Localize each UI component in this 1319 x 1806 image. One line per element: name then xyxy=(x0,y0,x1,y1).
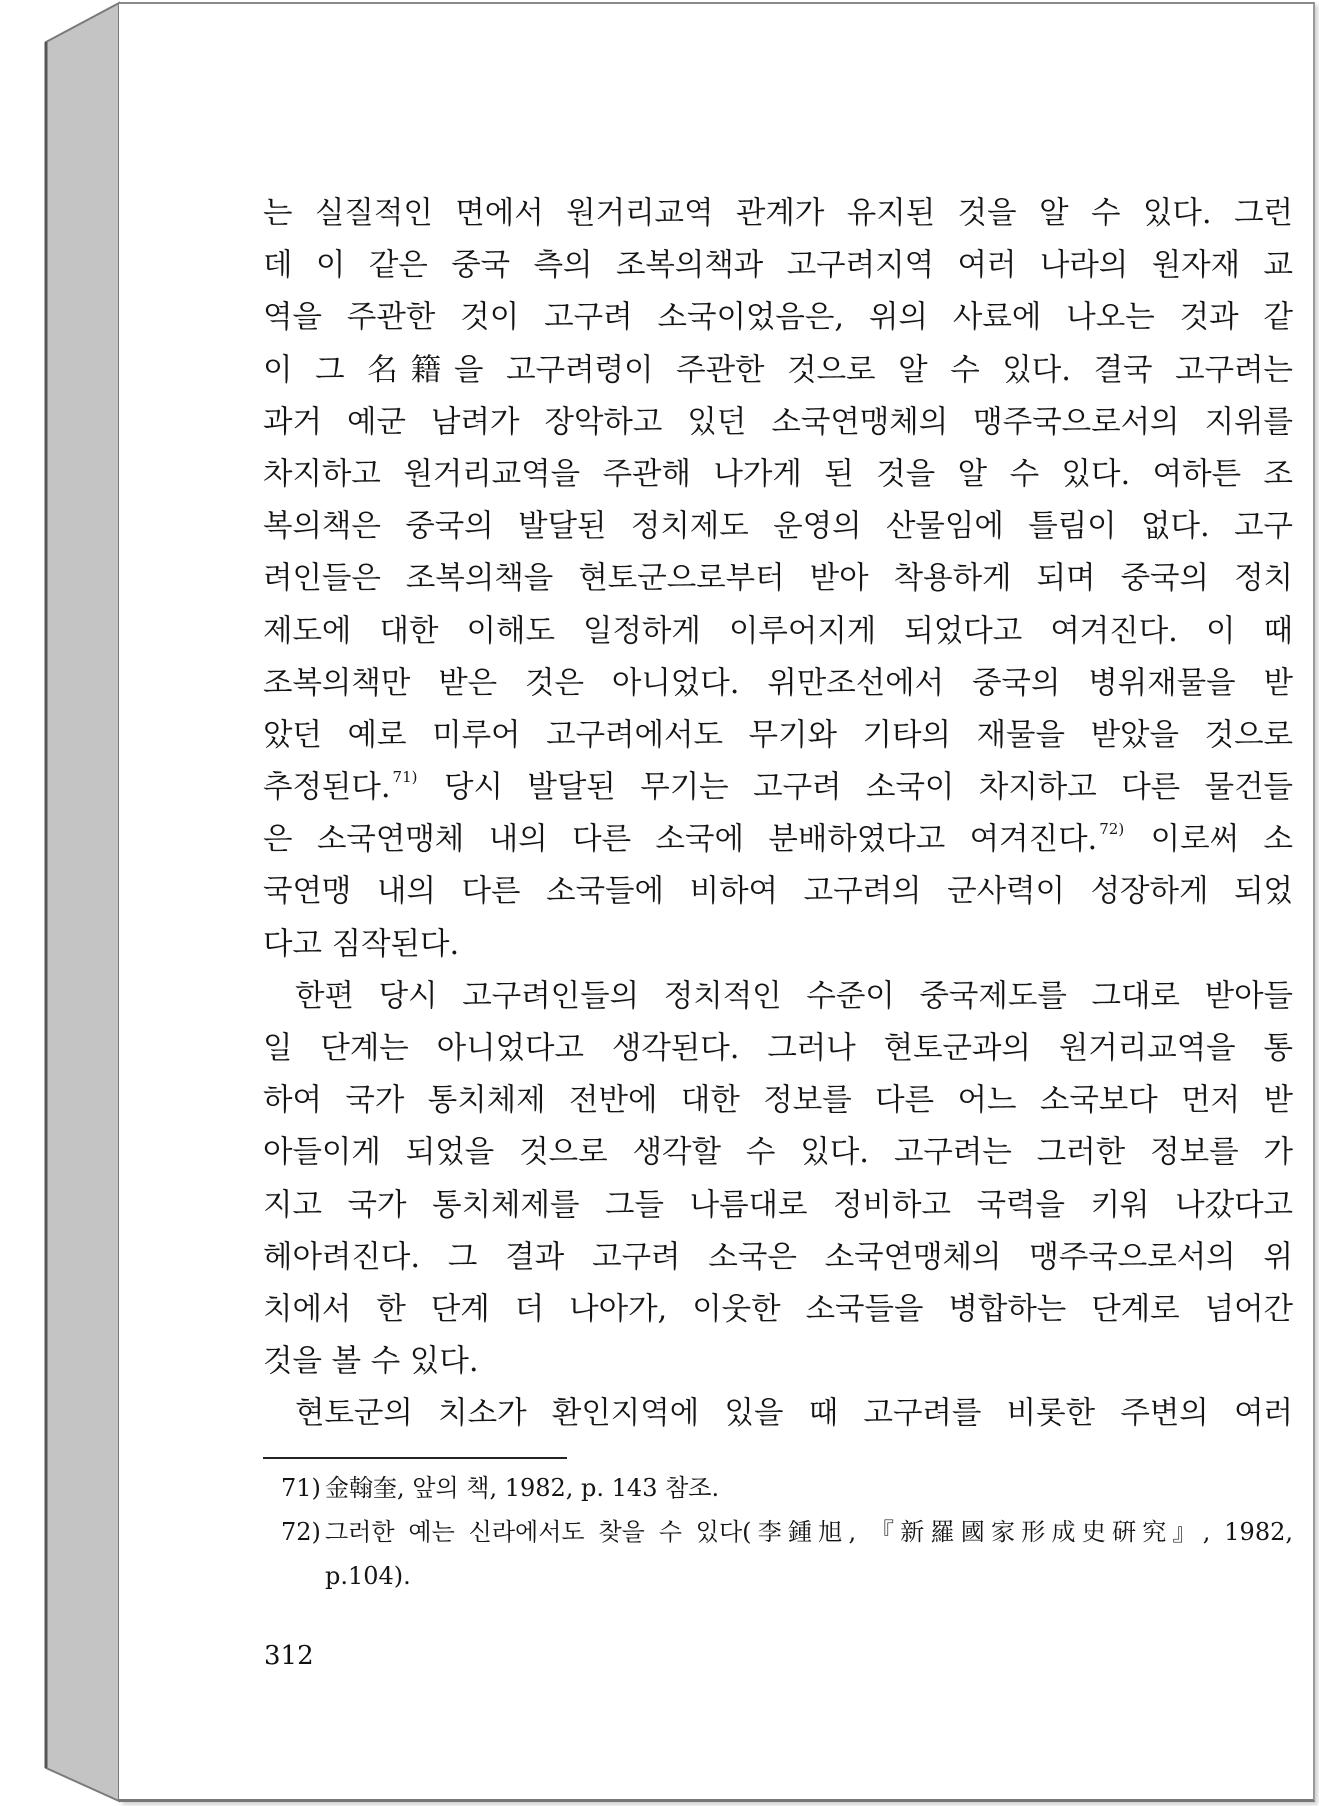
text-line: 았던 예로 미루어 고구려에서도 무기와 기타의 재물을 받았을 것으로 xyxy=(263,717,1293,753)
text-line: 는 실질적인 면에서 원거리교역 관계가 유지된 것을 알 수 있다. 그런 xyxy=(263,196,1293,231)
footnote-ref-72[interactable]: 72) xyxy=(1099,820,1125,839)
footnotes xyxy=(281,1466,1293,1598)
book-spine xyxy=(0,0,130,1806)
text-line: 현토군의 치소가 환인지역에 있을 때 고구려를 비롯한 주변의 여러 xyxy=(295,1396,1293,1432)
text-line: 이 그 名籍을 고구려령이 주관한 것으로 알 수 있다. 결국 고구려는 xyxy=(263,352,1293,388)
text-line: 지고 국가 통치체제를 그들 나름대로 정비하고 국력을 키워 나갔다고 xyxy=(263,1187,1293,1223)
text-segment: 추정된다. xyxy=(263,770,391,806)
footnote-continuation: p.104). xyxy=(325,1562,411,1590)
text-line: 헤아려진다. 그 결과 고구려 소국은 소국연맹체의 맹주국으로서의 위 xyxy=(263,1239,1293,1275)
text-line: 일 단계는 아니었다고 생각된다. 그러나 현토군과의 원거리교역을 통 xyxy=(263,1031,1293,1066)
text-line: 려인들은 조복의책을 현토군으로부터 받아 착용하게 되며 중국의 정치 xyxy=(263,561,1293,597)
text-line: 국연맹 내의 다른 소국들에 비하여 고구려의 군사력이 성장하게 되었 xyxy=(263,874,1293,910)
text-line: 다고 짐작된다. xyxy=(263,926,460,962)
text-line: 제도에 대한 이해도 일정하게 이루어지게 되었다고 여겨진다. 이 때 xyxy=(263,613,1293,649)
text-line: 과거 예군 남려가 장악하고 있던 소국연맹체의 맹주국으로서의 지위를 xyxy=(263,404,1293,440)
text-line: 역을 주관한 것이 고구려 소국이었음은, 위의 사료에 나오는 것과 같 xyxy=(263,300,1293,336)
text-line: 복의책은 중국의 발달된 정치제도 운영의 산물임에 틀림이 없다. 고구 xyxy=(263,509,1293,545)
text-segment: 당시 발달된 무기는 고구려 소국이 차지하고 다른 물건들 xyxy=(419,770,1293,806)
text-segment: 은 소국연맹체 내의 다른 소국에 분배하였다고 여겨진다. xyxy=(263,822,1098,858)
footnote-text: 金翰奎, 앞의 책, 1982, p. 143 참조. xyxy=(325,1474,720,1502)
text-line: 하여 국가 통치체제 전반에 대한 정보를 다른 어느 소국보다 먼저 받 xyxy=(263,1083,1293,1119)
text-line: 차지하고 원거리교역을 주관해 나가게 된 것을 알 수 있다. 여하튼 조 xyxy=(263,456,1293,492)
page-number: 312 xyxy=(264,1641,314,1671)
footnote-ref-71[interactable]: 71) xyxy=(392,768,418,787)
footnote-number: 72) xyxy=(281,1518,321,1546)
footnote-71 xyxy=(281,1466,1293,1510)
footnote-divider xyxy=(263,1457,567,1459)
body-text xyxy=(263,188,1293,1441)
footnote-text: 그러한 예는 신라에서도 찾을 수 있다(李鍾旭, 『新羅國家形成史硏究』, 1982, xyxy=(325,1518,1293,1546)
text-line-with-note xyxy=(263,814,1293,866)
text-line: 것을 볼 수 있다. xyxy=(263,1344,479,1380)
footnote-72 xyxy=(281,1510,1293,1554)
text-segment: 이로써 소 xyxy=(1126,822,1293,858)
text-line: 치에서 한 단계 더 나아가, 이웃한 소국들을 병합하는 단계로 넘어간 xyxy=(263,1291,1293,1327)
text-line-with-note xyxy=(263,762,1293,814)
footnote-number: 71) xyxy=(281,1474,321,1502)
text-line: 아들이게 되었을 것으로 생각할 수 있다. 고구려는 그러한 정보를 가 xyxy=(263,1135,1293,1171)
text-line: 데 이 같은 중국 측의 조복의책과 고구려지역 여러 나라의 원자재 교 xyxy=(263,248,1293,284)
text-line: 조복의책만 받은 것은 아니었다. 위만조선에서 중국의 병위재물을 받 xyxy=(263,665,1293,701)
text-line: 한편 당시 고구려인들의 정치적인 수준이 중국제도를 그대로 받아들 xyxy=(295,978,1293,1014)
book-page xyxy=(119,2,1315,1802)
